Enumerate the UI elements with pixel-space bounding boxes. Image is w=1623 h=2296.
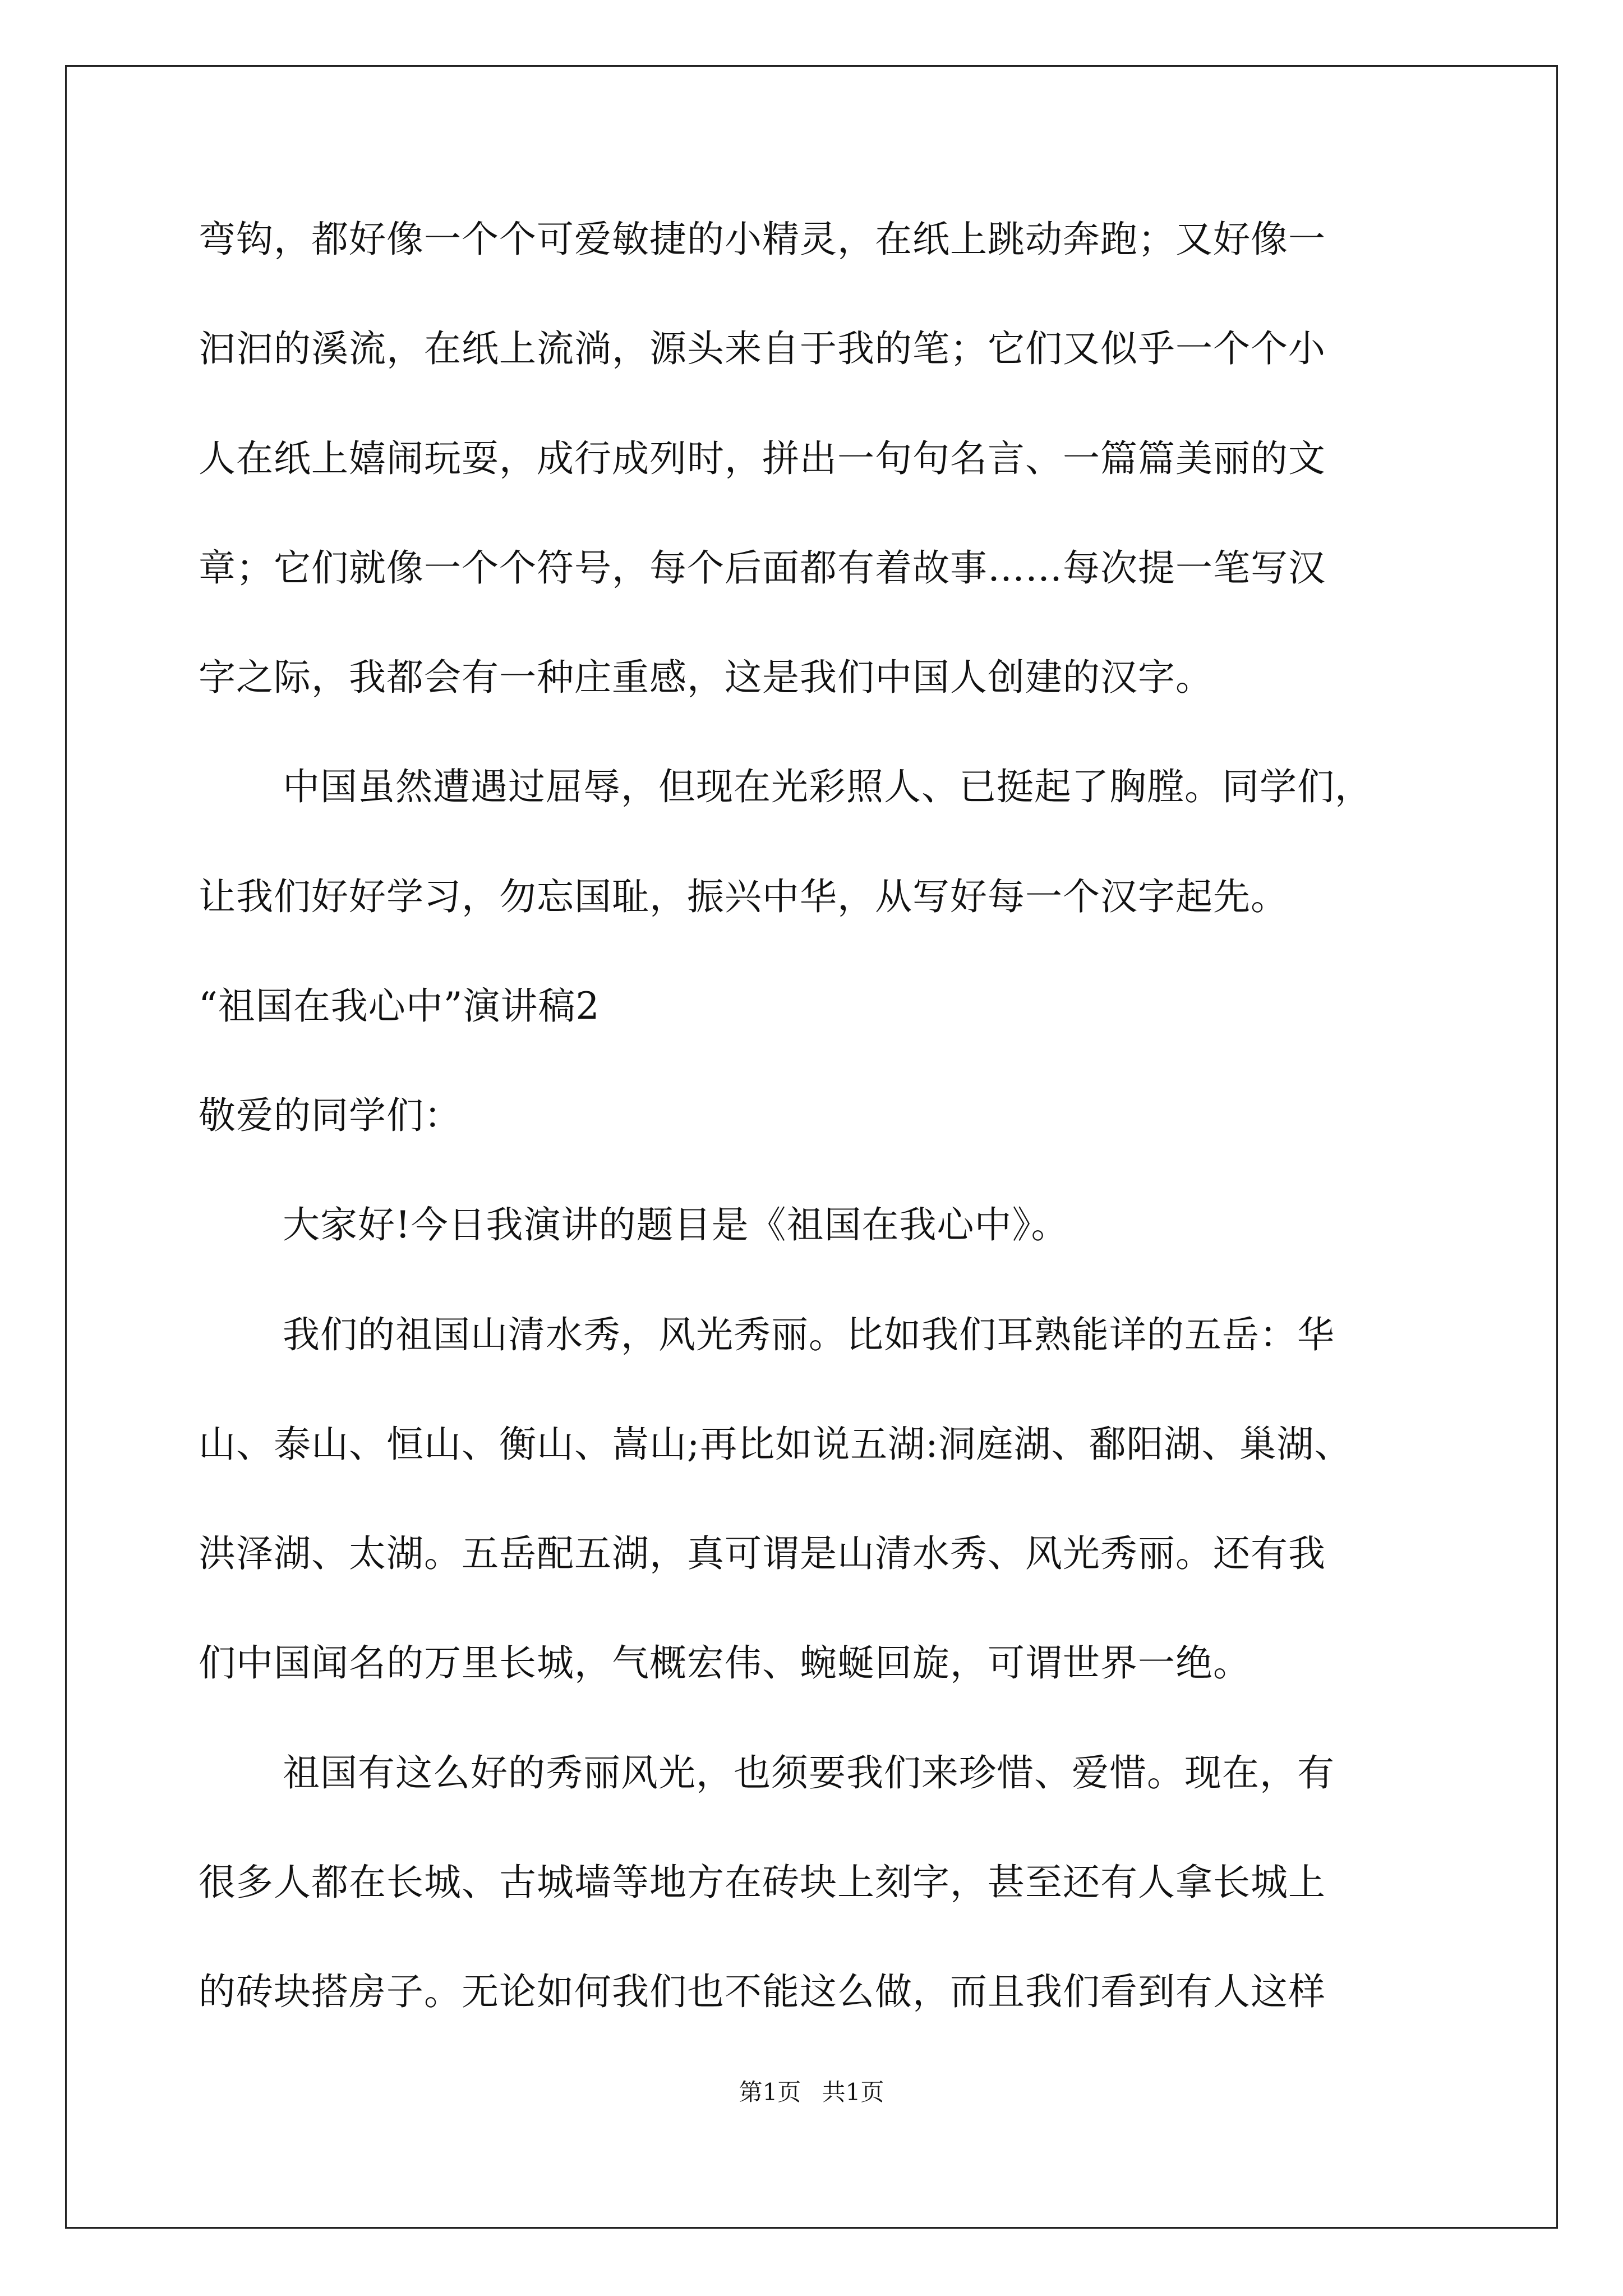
body-line-14: 很多人都在长城、古城墙等地方在砖块上刻字，甚至还有人拿长城上 xyxy=(199,1861,1326,1904)
body-line-13: 祖国有这么好的秀丽风光，也须要我们来珍惜、爱惜。现在，有 xyxy=(283,1751,1335,1795)
body-line-10: 山、泰山、恒山、衡山、嵩山;再比如说五湖:洞庭湖、鄱阳湖、巢湖、 xyxy=(199,1423,1352,1466)
page-total: 共1页 xyxy=(822,2078,884,2106)
body-line-7: 让我们好好学习，勿忘国耻，振兴中华，从写好每一个汉字起先。 xyxy=(199,875,1288,918)
page-number: 第1页 xyxy=(739,2078,801,2106)
body-line-3: 人在纸上嬉闹玩耍，成行成列时，拼出一句句名言、一篇篇美丽的文 xyxy=(199,437,1326,480)
body-line-2: 汩汩的溪流，在纸上流淌，源头来自于我的笔；它们又似乎一个个小 xyxy=(199,327,1326,370)
body-line-12: 们中国闻名的万里长城，气概宏伟、蜿蜒回旋，可谓世界一绝。 xyxy=(199,1641,1251,1685)
body-line-15: 的砖块搭房子。无论如何我们也不能这么做，而且我们看到有人这样 xyxy=(199,1970,1326,2013)
body-line-8: 大家好!今日我演讲的题目是《祖国在我心中》。 xyxy=(283,1203,1069,1246)
body-line-4: 章；它们就像一个个符号，每个后面都有着故事……每次提一笔写汉 xyxy=(199,546,1326,590)
body-line-1: 弯钩，都好像一个个可爱敏捷的小精灵，在纸上跳动奔跑；又好像一 xyxy=(199,218,1326,261)
body-line-9: 我们的祖国山清水秀，风光秀丽。比如我们耳熟能详的五岳：华 xyxy=(283,1313,1335,1356)
salutation: 敬爱的同学们： xyxy=(199,1094,462,1137)
body-line-6: 中国虽然遭遇过屈辱，但现在光彩照人、已挺起了胸膛。同学们， xyxy=(283,765,1372,808)
body-line-11: 洪泽湖、太湖。五岳配五湖，真可谓是山清水秀、风光秀丽。还有我 xyxy=(199,1532,1326,1575)
page-footer xyxy=(0,2076,1623,2109)
body-line-5: 字之际，我都会有一种庄重感，这是我们中国人创建的汉字。 xyxy=(199,656,1213,699)
section-title: “祖国在我心中”演讲稿2 xyxy=(199,984,600,1028)
